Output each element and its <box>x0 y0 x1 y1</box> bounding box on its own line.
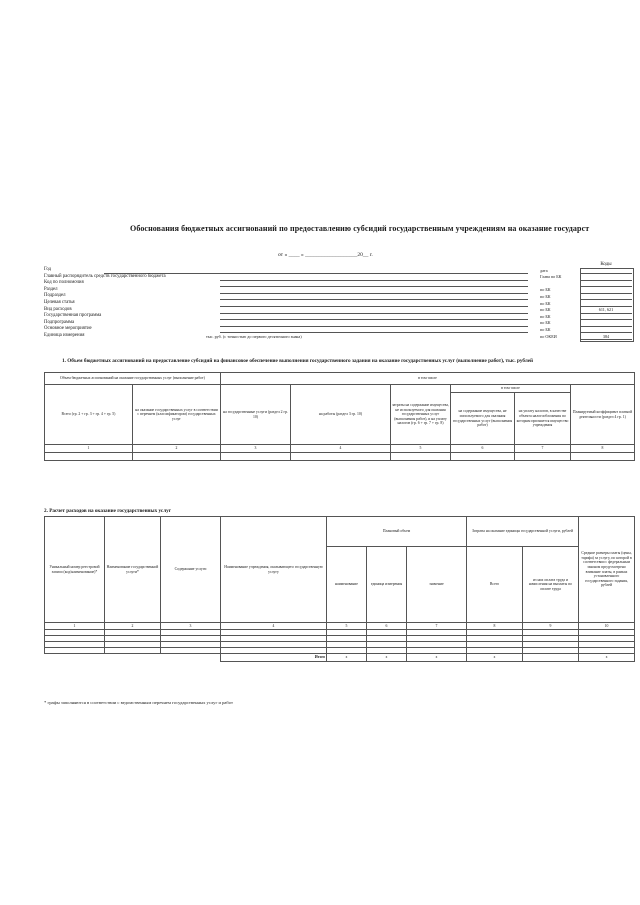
form-row-line <box>104 273 528 274</box>
s2-col-1: Уникальный номер реестровой записи (код/наименование)* <box>45 517 105 623</box>
s2-plan-head: Плановый объем <box>327 517 467 547</box>
s1-cell <box>133 453 221 461</box>
code-label: по БК <box>540 300 551 306</box>
s2-num: 4 <box>221 623 327 630</box>
form-row-line <box>220 286 528 287</box>
form-row-line <box>220 306 528 307</box>
s2-num: 6 <box>367 623 407 630</box>
form-row-line <box>220 299 528 300</box>
code-box-line <box>580 280 632 281</box>
form-row-label: Подраздел <box>44 293 66 299</box>
code-box-line <box>580 299 632 300</box>
s2-col-5: наименование <box>327 547 367 623</box>
unit-text: тыс. руб. (с точностью до первого десятичного знака) <box>206 333 302 339</box>
s2-col-2: Наименование государственной услуги* <box>105 517 161 623</box>
s1-col-5: затраты на содержание имущества, не используемого для оказания государственных услуг (выполнения работ), и на уплату налогов (гр. 6 + гр. 7 + гр. 8) <box>391 385 451 445</box>
s1-col-2: на оказание государственных услуг в соответствии с перечнем (классификатором) государственных услуг <box>133 385 221 445</box>
s2-num: 3 <box>161 623 221 630</box>
s1-num: 6 <box>451 445 515 453</box>
s2-cell <box>161 654 221 662</box>
s2-col-10: Средние размеры платы (цены, тарифа) за услугу, по которой в соответствии с федеральным законом предусмотрено взимание платы, в рамках установленного государственного задания, рублей <box>579 517 635 623</box>
document-title: Обоснования бюджетных ассигнований по предоставлению субсидий государственным учреждениям на оказание государст <box>130 224 590 233</box>
s2-norm-head: Затраты на оказание единицы государственной услуги, рублей <box>467 517 579 547</box>
form-row-line <box>220 313 528 314</box>
s2-total-x: x <box>467 654 523 662</box>
s1-col-4: на работы (раздел 3 гр. 10) <box>291 385 391 445</box>
s1-cell <box>571 453 635 461</box>
code-box-line <box>580 273 632 274</box>
form-row-line <box>220 326 528 327</box>
s2-total-x: x <box>407 654 467 662</box>
s1-num: 8 <box>571 445 635 453</box>
form-row-label: Код по полномочия <box>44 280 84 286</box>
s2-col-7: значение <box>407 547 467 623</box>
section1-table <box>44 372 635 461</box>
s1-num: 3 <box>221 445 291 453</box>
s1-num: 7 <box>515 445 571 453</box>
s1-cell <box>291 453 391 461</box>
code-box-line <box>580 326 632 327</box>
code-box-line <box>580 339 632 340</box>
s1-head-incl: в том числе <box>451 385 571 393</box>
s1-cell <box>221 453 291 461</box>
s2-num-row <box>45 623 635 630</box>
s1-cell <box>515 453 571 461</box>
code-box-line <box>580 293 632 294</box>
form-row-line <box>220 319 528 320</box>
s1-num: 5 <box>391 445 451 453</box>
code-label: дата <box>540 267 548 273</box>
code-value: 384 <box>602 333 610 339</box>
s2-num: 9 <box>523 623 579 630</box>
code-label: по БК <box>540 293 551 299</box>
s1-num: 2 <box>133 445 221 453</box>
s2-cell <box>105 654 161 662</box>
s2-total-x: x <box>327 654 367 662</box>
form-row-label: Целевая статья <box>44 300 75 305</box>
s1-cell <box>45 453 133 461</box>
s1-data-row <box>45 453 635 461</box>
s2-col-8: Всего <box>467 547 523 623</box>
s2-total-x: x <box>579 654 635 662</box>
s2-col-6: единица измерения <box>367 547 407 623</box>
form-row-label: Подпрограмма <box>44 319 75 325</box>
form-row-label: Единица измерения <box>44 333 85 338</box>
form-row-label: Год <box>44 267 52 272</box>
s2-col-4: Наименование учреждения, оказывающего государственную услугу <box>221 517 327 623</box>
s1-head-left: Объем бюджетных ассигнований на оказание государственных услуг (выполнение работ) <box>45 373 221 385</box>
code-label: по БК <box>540 307 551 313</box>
s1-cell <box>451 453 515 461</box>
date-line: от « ____ » ___________________20__ г. <box>278 252 373 258</box>
s2-cell <box>523 654 579 662</box>
code-box-line <box>580 313 632 314</box>
s1-col-8: Планируемый коэффициент платной деятельности (раздел 4 гр. 1) <box>571 385 635 445</box>
s1-head-right: в том числе <box>221 373 635 385</box>
codes-label: Коды <box>600 262 612 267</box>
s2-num: 10 <box>579 623 635 630</box>
form-row-label: Раздел <box>44 286 58 292</box>
code-value: 611, 621 <box>598 307 614 313</box>
s2-num: 8 <box>467 623 523 630</box>
s2-total-row <box>45 654 635 662</box>
code-box-line <box>580 319 632 320</box>
s1-col-6: на содержание имущества, не используемого для оказания государственных услуг (выполнения работ) <box>451 393 515 445</box>
form-row-label: Вид расходов <box>44 306 72 312</box>
s1-cell <box>391 453 451 461</box>
s1-num: 4 <box>291 445 391 453</box>
s2-num: 2 <box>105 623 161 630</box>
form-row-label: Основное мероприятие <box>44 326 92 332</box>
form-row-label: Государственная программа <box>44 313 102 319</box>
s1-num: 1 <box>45 445 133 453</box>
s2-total-label: Итого <box>221 654 327 662</box>
section2-title: 2. Расчет расходов на оказание государственных услуг <box>44 508 172 514</box>
s2-cell <box>45 654 105 662</box>
code-label: по БК <box>540 287 551 293</box>
s2-total-x: x <box>367 654 407 662</box>
code-label: по БК <box>540 313 551 319</box>
s2-col-9: из них оплата труда и начисления на выплаты по оплате труда <box>523 547 579 623</box>
code-label: по ОКЕИ <box>540 333 557 339</box>
form-row-line <box>220 293 528 294</box>
footnote: * графы заполняются в соответствии с ведомственным перечнем государственных услуг и работ <box>44 700 234 705</box>
s1-col-7: на уплату налогов, в качестве объекта налогообложения по которым признается имущество учреждения <box>515 393 571 445</box>
section1-title: 1. Объем бюджетных ассигнований на предоставление субсидий на финансовое обеспечение выполнения государственного задания на оказание государственных услуг (выполнение работ), тыс. рублей <box>62 358 534 364</box>
s2-num: 5 <box>327 623 367 630</box>
s2-col-3: Содержание услуги <box>161 517 221 623</box>
code-label: по БК <box>540 320 551 326</box>
s1-num-row <box>45 445 635 453</box>
s2-num: 1 <box>45 623 105 630</box>
code-label: Глава по БК <box>540 274 562 280</box>
code-label: по БК <box>540 326 551 332</box>
s2-num: 7 <box>407 623 467 630</box>
form-row-label: Главный распорядитель средств государственного бюджета <box>44 273 166 279</box>
form-row-line <box>220 280 528 281</box>
s1-col-3: на государственные услуги (раздел 2 гр. 10) <box>221 385 291 445</box>
section2-table <box>44 516 635 662</box>
s1-col-1: Всего (гр. 2 + гр. 3 + гр. 4 + гр. 5) <box>45 385 133 445</box>
code-box-line <box>580 286 632 287</box>
